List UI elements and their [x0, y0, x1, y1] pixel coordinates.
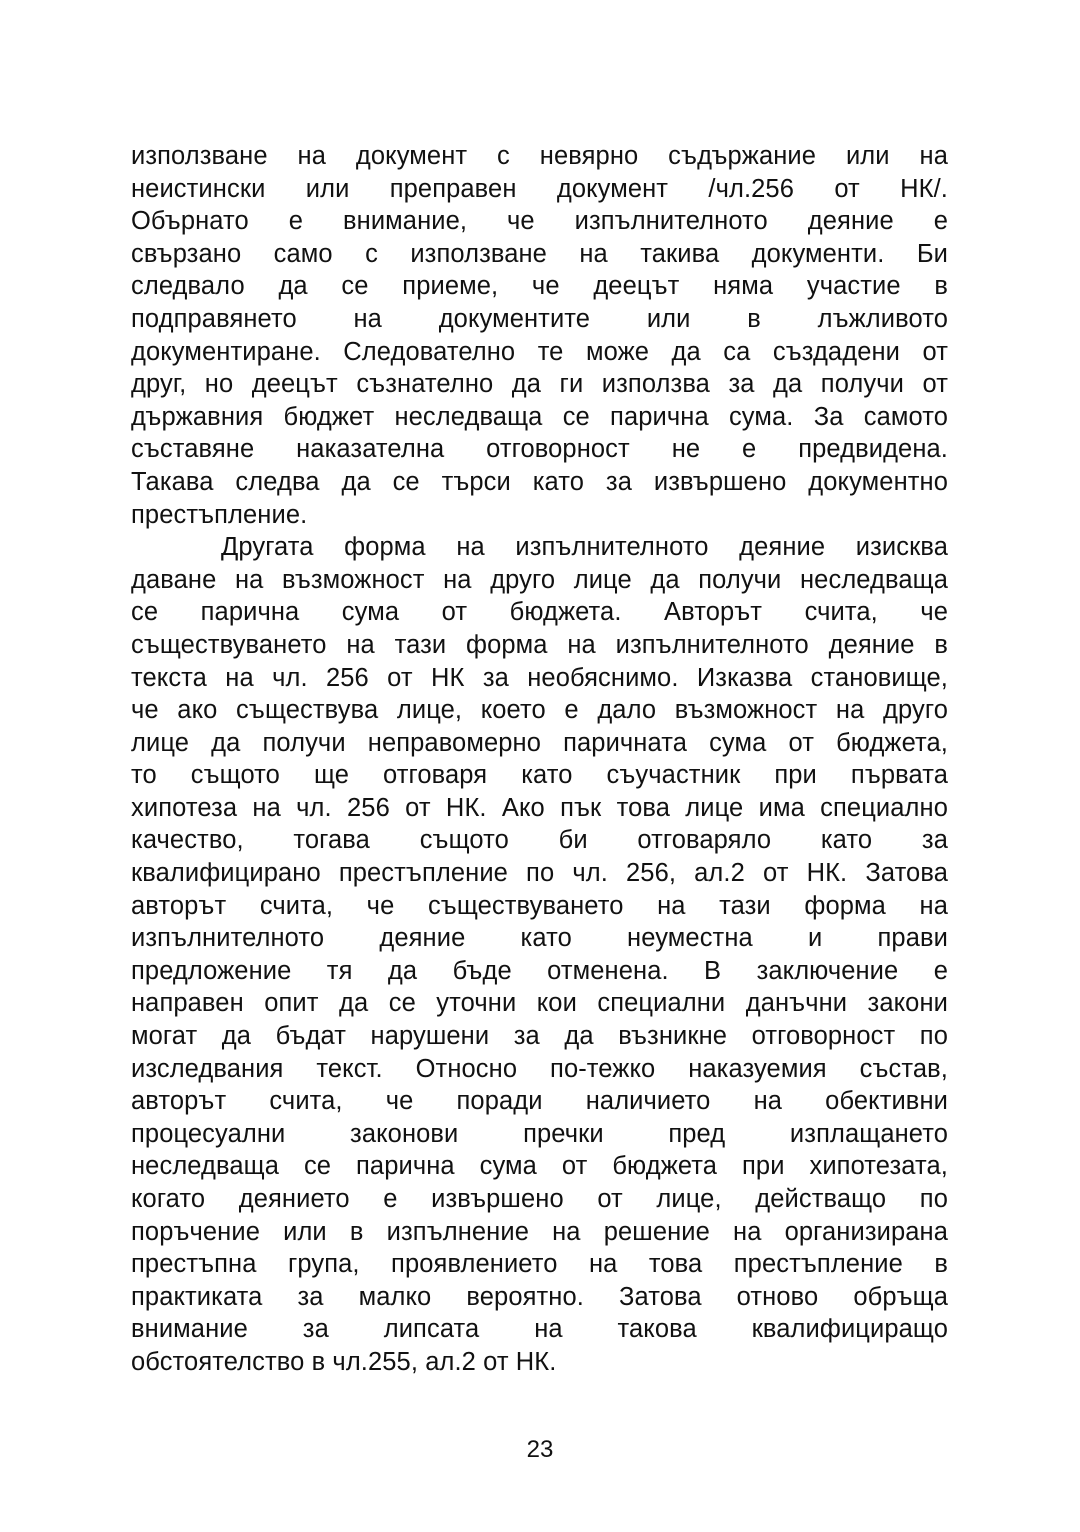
text-line: използване на документ с невярно съдържание или на: [131, 142, 948, 170]
text-line: престъпление.: [131, 500, 308, 529]
text-line: следвало да се приеме, че деецът няма участие в: [131, 272, 948, 301]
text-line: процесуални законови пречки пред изплащането: [131, 1119, 948, 1148]
text-line: авторът счита, че поради наличието на обективни: [131, 1087, 948, 1116]
text-line: практиката за малко вероятно. Затова отново обръща: [131, 1282, 948, 1311]
text-line: даване на възможност на друго лице да получи неследваща: [131, 565, 948, 594]
text-line: текста на чл. 256 от НК за необяснимо. Изказва становище,: [131, 663, 948, 692]
text-line: то същото ще отговаря като съучастник при първата: [131, 761, 948, 790]
text-line: могат да бъдат нарушени за да възникне отговорност по: [131, 1022, 948, 1051]
text-line: че ако съществува лице, което е дало възможност на друго: [131, 696, 948, 725]
text-line: друг, но деецът съзнателно да ги използва за да получи от: [131, 370, 948, 399]
text-line: подправянето на документите или в лъжливото: [131, 304, 948, 333]
text-line: документиране. Следователно те може да са създадени от: [131, 337, 948, 366]
text-line: когато деянието е извършено от лице, действащо по: [131, 1185, 948, 1213]
text-line: авторът счита, че съществуването на тази форма на: [131, 891, 948, 920]
body-text: [131, 140, 948, 1379]
text-line: направен опит да се уточни кои специални данъчни закони: [131, 989, 948, 1018]
text-line: съставяне наказателна отговорност не е предвидена.: [131, 435, 948, 464]
text-line: квалифицирано престъпление по чл. 256, ал.2 от НК. Затова: [131, 859, 948, 888]
text-line: държавния бюджет неследваща се парична сума. За самото: [131, 402, 948, 431]
paragraph-start-line: Другата форма на изпълнителното деяние изисква: [221, 533, 948, 562]
text-line: предложение тя да бъде отменена. В заключение е: [131, 956, 948, 985]
text-line: качество, тогава същото би отговаряло като за: [131, 826, 948, 855]
text-line: хипотеза на чл. 256 от НК. Ако пък това лице има специално: [131, 793, 948, 822]
text-line: изследвания текст. Относно по-тежко наказуемия състав,: [131, 1054, 948, 1083]
text-line: внимание за липсата на такова квалифициращо: [131, 1315, 948, 1344]
text-line: свързано само с използване на такива документи. Би: [131, 239, 948, 268]
text-line: изпълнителното деяние като неуместна и прави: [131, 924, 948, 953]
text-line: неследваща се парична сума от бюджета при хипотезата,: [131, 1152, 948, 1181]
text-line: лице да получи неправомерно паричната сума от бюджета,: [131, 728, 948, 757]
text-line: съществуването на тази форма на изпълнителното деяние в: [131, 630, 948, 659]
text-line: неистински или преправен документ /чл.256 от НК/.: [131, 174, 948, 203]
page-number: 23: [526, 1436, 554, 1463]
text-line: се парична сума от бюджета. Авторът счита, че: [131, 598, 948, 627]
text-line: поръчение или в изпълнение на решение на организирана: [131, 1217, 948, 1246]
text-line: обстоятелство в чл.255, ал.2 от НК.: [131, 1347, 557, 1376]
text-line: Обърнато е внимание, че изпълнителното деяние е: [131, 207, 948, 236]
text-line: престъпна група, проявлението на това престъпление в: [131, 1250, 948, 1279]
text-line: Такава следва да се търси като за извършено документно: [131, 467, 948, 496]
